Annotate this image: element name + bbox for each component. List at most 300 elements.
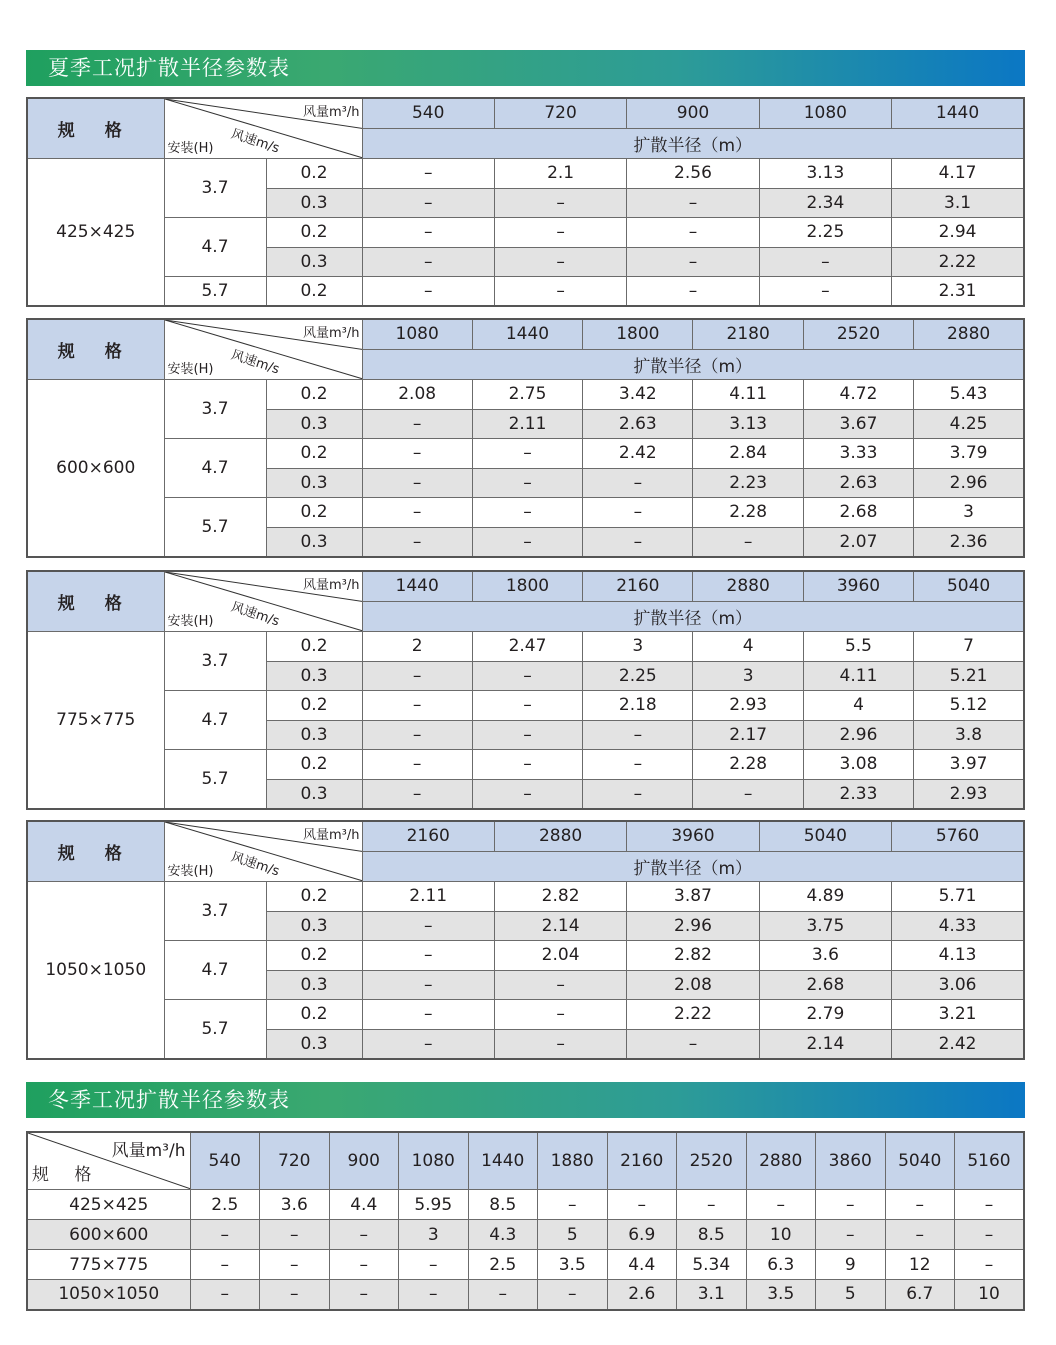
radius-value-cell: 3.13 — [693, 409, 803, 439]
winter-radius-value-cell: 4.4 — [607, 1250, 677, 1280]
install-height-cell: 5.7 — [164, 277, 266, 307]
winter-table-row — [27, 1280, 1024, 1310]
table-row — [27, 750, 1024, 780]
winter-table-row — [27, 1190, 1024, 1220]
winter-radius-value-cell: – — [260, 1250, 330, 1280]
radius-value-cell: 2.82 — [627, 941, 759, 971]
radius-value-cell: – — [362, 941, 494, 971]
radius-value-cell: 2.75 — [472, 380, 582, 410]
header-row — [27, 821, 1024, 851]
airflow-column-header: 2160 — [583, 571, 693, 601]
radius-value-cell: – — [362, 1029, 494, 1059]
radius-value-cell: – — [472, 779, 582, 809]
spec-cell: 600×600 — [27, 380, 164, 557]
radius-value-cell: – — [362, 720, 472, 750]
radius-value-cell: 2.25 — [583, 661, 693, 691]
radius-value-cell: – — [583, 779, 693, 809]
winter-radius-value-cell: 9 — [816, 1250, 886, 1280]
spec-header: 规 格 — [27, 821, 164, 882]
table-row — [27, 159, 1024, 189]
radius-value-cell: 4.17 — [892, 159, 1024, 189]
radius-value-cell: – — [494, 247, 626, 277]
radius-value-cell: 3.97 — [914, 750, 1024, 780]
radius-header: 扩散半径（m） — [362, 601, 1024, 631]
radius-value-cell: – — [693, 779, 803, 809]
radius-value-cell: – — [472, 468, 582, 498]
winter-radius-value-cell: 2.5 — [190, 1190, 260, 1220]
speed-cell: 0.2 — [266, 218, 362, 248]
radius-value-cell: 2.17 — [693, 720, 803, 750]
radius-value-cell: 2.07 — [803, 527, 913, 557]
speed-cell: 0.2 — [266, 691, 362, 721]
airflow-column-header: 720 — [494, 98, 626, 128]
winter-radius-value-cell: – — [816, 1190, 886, 1220]
winter-radius-value-cell: 2.5 — [468, 1250, 538, 1280]
install-height-cell: 3.7 — [164, 632, 266, 691]
airflow-column-header: 1800 — [583, 319, 693, 349]
radius-value-cell: – — [362, 468, 472, 498]
winter-radius-value-cell: 4.4 — [329, 1190, 399, 1220]
winter-radius-value-cell: – — [746, 1190, 816, 1220]
airflow-column-header: 5760 — [892, 821, 1024, 851]
radius-value-cell: 2.63 — [583, 409, 693, 439]
radius-value-cell: – — [362, 218, 494, 248]
winter-radius-value-cell: 3.5 — [538, 1250, 608, 1280]
radius-value-cell: – — [583, 750, 693, 780]
radius-value-cell: 3 — [914, 498, 1024, 528]
winter-radius-value-cell: 6.7 — [885, 1280, 955, 1310]
winter-radius-value-cell: – — [190, 1280, 260, 1310]
radius-value-cell: 3.08 — [803, 750, 913, 780]
table-row — [27, 498, 1024, 528]
install-height-cell: 4.7 — [164, 941, 266, 1000]
speed-label: 风速m/s — [228, 849, 281, 880]
install-height-cell: 3.7 — [164, 380, 266, 439]
airflow-column-header: 3960 — [627, 821, 759, 851]
radius-value-cell: – — [362, 527, 472, 557]
install-label: 安装(H) — [167, 141, 214, 156]
spec-cell: 775×775 — [27, 632, 164, 809]
radius-value-cell: 2.11 — [472, 409, 582, 439]
winter-radius-value-cell: 12 — [885, 1250, 955, 1280]
winter-radius-value-cell: – — [607, 1190, 677, 1220]
table-row — [27, 632, 1024, 662]
summer-table — [26, 820, 1025, 1060]
table-row — [27, 882, 1024, 912]
speed-cell: 0.3 — [266, 779, 362, 809]
radius-value-cell: 2.34 — [759, 188, 891, 218]
winter-radius-value-cell: 2.6 — [607, 1280, 677, 1310]
radius-value-cell: 4.72 — [803, 380, 913, 410]
table-row — [27, 277, 1024, 307]
radius-value-cell: – — [362, 779, 472, 809]
winter-radius-value-cell: 10 — [955, 1280, 1025, 1310]
speed-cell: 0.3 — [266, 188, 362, 218]
radius-value-cell: – — [472, 527, 582, 557]
winter-radius-value-cell: 3.5 — [746, 1280, 816, 1310]
radius-header: 扩散半径（m） — [362, 349, 1024, 379]
winter-radius-value-cell: 3.1 — [677, 1280, 747, 1310]
winter-radius-value-cell: 5.34 — [677, 1250, 747, 1280]
radius-value-cell: 3 — [693, 661, 803, 691]
header-row — [27, 98, 1024, 128]
winter-airflow-column-header: 2520 — [677, 1132, 747, 1190]
spec-header: 规 格 — [27, 98, 164, 159]
radius-value-cell: – — [362, 970, 494, 1000]
radius-value-cell: – — [472, 691, 582, 721]
radius-value-cell: – — [583, 720, 693, 750]
install-height-cell: 3.7 — [164, 882, 266, 941]
radius-value-cell: 2.63 — [803, 468, 913, 498]
winter-spec-cell: 600×600 — [27, 1220, 190, 1250]
speed-label: 风速m/s — [228, 126, 281, 157]
radius-value-cell: 2.56 — [627, 159, 759, 189]
speed-cell: 0.2 — [266, 159, 362, 189]
spec-cell: 425×425 — [27, 159, 164, 307]
radius-value-cell: 2.68 — [803, 498, 913, 528]
radius-value-cell: 2.96 — [914, 468, 1024, 498]
radius-value-cell: 2.42 — [583, 439, 693, 469]
spec-cell: 1050×1050 — [27, 882, 164, 1059]
airflow-column-header: 1440 — [892, 98, 1024, 128]
winter-airflow-column-header: 1080 — [399, 1132, 469, 1190]
winter-radius-value-cell: 4.3 — [468, 1220, 538, 1250]
radius-value-cell: 3.42 — [583, 380, 693, 410]
speed-cell: 0.2 — [266, 882, 362, 912]
winter-airflow-column-header: 900 — [329, 1132, 399, 1190]
radius-value-cell: – — [627, 247, 759, 277]
radius-value-cell: – — [494, 1000, 626, 1030]
winter-airflow-column-header: 3860 — [816, 1132, 886, 1190]
radius-value-cell: – — [759, 247, 891, 277]
winter-table-row — [27, 1250, 1024, 1280]
winter-radius-value-cell: – — [329, 1280, 399, 1310]
table-row — [27, 439, 1024, 469]
winter-radius-value-cell: – — [538, 1190, 608, 1220]
radius-value-cell: 5.43 — [914, 380, 1024, 410]
winter-radius-value-cell: – — [538, 1280, 608, 1310]
radius-value-cell: – — [627, 218, 759, 248]
radius-value-cell: – — [472, 439, 582, 469]
winter-radius-value-cell: 3 — [399, 1220, 469, 1250]
radius-value-cell: – — [494, 970, 626, 1000]
radius-value-cell: 2.36 — [914, 527, 1024, 557]
winter-radius-value-cell: – — [190, 1220, 260, 1250]
radius-value-cell: 4.89 — [759, 882, 891, 912]
radius-value-cell: – — [494, 277, 626, 307]
radius-value-cell: 5.71 — [892, 882, 1024, 912]
winter-radius-value-cell: 3.6 — [260, 1190, 330, 1220]
radius-value-cell: – — [583, 527, 693, 557]
install-height-cell: 4.7 — [164, 691, 266, 750]
radius-value-cell: 2.11 — [362, 882, 494, 912]
radius-value-cell: – — [362, 661, 472, 691]
speed-cell: 0.3 — [266, 1029, 362, 1059]
radius-value-cell: 2.94 — [892, 218, 1024, 248]
table-row — [27, 380, 1024, 410]
winter-radius-value-cell: – — [260, 1280, 330, 1310]
radius-value-cell: 5.5 — [803, 632, 913, 662]
winter-radius-value-cell: – — [329, 1250, 399, 1280]
radius-value-cell: – — [472, 720, 582, 750]
speed-cell: 0.2 — [266, 1000, 362, 1030]
speed-cell: 0.3 — [266, 661, 362, 691]
radius-value-cell: – — [362, 750, 472, 780]
winter-radius-value-cell: – — [885, 1220, 955, 1250]
winter-airflow-column-header: 2160 — [607, 1132, 677, 1190]
radius-value-cell: – — [759, 277, 891, 307]
winter-title-banner — [26, 1082, 1025, 1118]
diagonal-header — [164, 319, 362, 380]
speed-cell: 0.2 — [266, 750, 362, 780]
airflow-label: 风量m³/h — [303, 326, 360, 341]
winter-airflow-column-header: 5160 — [955, 1132, 1025, 1190]
winter-radius-value-cell: – — [955, 1250, 1025, 1280]
winter-spec-cell: 425×425 — [27, 1190, 190, 1220]
radius-value-cell: 2.18 — [583, 691, 693, 721]
summer-table — [26, 318, 1025, 558]
radius-value-cell: 2.08 — [627, 970, 759, 1000]
speed-cell: 0.3 — [266, 720, 362, 750]
spec-header: 规 格 — [27, 571, 164, 632]
radius-value-cell: 3.75 — [759, 911, 891, 941]
radius-value-cell: – — [472, 750, 582, 780]
radius-value-cell: – — [583, 498, 693, 528]
radius-value-cell: – — [627, 188, 759, 218]
radius-value-cell: 3.1 — [892, 188, 1024, 218]
radius-value-cell: – — [693, 527, 803, 557]
airflow-label: 风量m³/h — [303, 578, 360, 593]
winter-radius-value-cell: 5 — [816, 1280, 886, 1310]
airflow-column-header: 5040 — [759, 821, 891, 851]
radius-value-cell: 4.13 — [892, 941, 1024, 971]
spec-header: 规 格 — [27, 319, 164, 380]
airflow-column-header: 1800 — [472, 571, 582, 601]
speed-cell: 0.3 — [266, 247, 362, 277]
winter-radius-value-cell: 5.95 — [399, 1190, 469, 1220]
install-height-cell: 5.7 — [164, 1000, 266, 1059]
radius-value-cell: 2.23 — [693, 468, 803, 498]
table-row — [27, 691, 1024, 721]
winter-radius-value-cell: 6.3 — [746, 1250, 816, 1280]
header-row — [27, 571, 1024, 601]
winter-radius-value-cell: – — [399, 1250, 469, 1280]
radius-value-cell: – — [362, 911, 494, 941]
radius-value-cell: – — [362, 247, 494, 277]
diagonal-header — [164, 571, 362, 632]
install-height-cell: 4.7 — [164, 439, 266, 498]
winter-airflow-column-header: 540 — [190, 1132, 260, 1190]
radius-value-cell: 3.13 — [759, 159, 891, 189]
radius-value-cell: 2.33 — [803, 779, 913, 809]
radius-value-cell: – — [362, 277, 494, 307]
install-label: 安装(H) — [167, 362, 214, 377]
winter-airflow-column-header: 1880 — [538, 1132, 608, 1190]
airflow-column-header: 2520 — [803, 319, 913, 349]
winter-table-row — [27, 1220, 1024, 1250]
winter-spec-label: 规 格 — [32, 1165, 102, 1185]
winter-table — [26, 1131, 1025, 1311]
radius-value-cell: 2.28 — [693, 750, 803, 780]
speed-label: 风速m/s — [228, 347, 281, 378]
radius-value-cell: 3.6 — [759, 941, 891, 971]
radius-value-cell: – — [362, 188, 494, 218]
radius-value-cell: 3.79 — [914, 439, 1024, 469]
radius-value-cell: 2.22 — [627, 1000, 759, 1030]
radius-value-cell: 3.8 — [914, 720, 1024, 750]
radius-value-cell: 3.06 — [892, 970, 1024, 1000]
winter-radius-value-cell: – — [468, 1280, 538, 1310]
install-label: 安装(H) — [167, 614, 214, 629]
radius-value-cell: 2 — [362, 632, 472, 662]
airflow-column-header: 1080 — [362, 319, 472, 349]
speed-cell: 0.3 — [266, 468, 362, 498]
radius-value-cell: 2.28 — [693, 498, 803, 528]
winter-radius-value-cell: 10 — [746, 1220, 816, 1250]
install-height-cell: 5.7 — [164, 498, 266, 557]
radius-value-cell: 2.79 — [759, 1000, 891, 1030]
radius-value-cell: 4.11 — [693, 380, 803, 410]
airflow-column-header: 2880 — [693, 571, 803, 601]
radius-value-cell: 4.33 — [892, 911, 1024, 941]
radius-value-cell: 2.93 — [693, 691, 803, 721]
speed-cell: 0.3 — [266, 911, 362, 941]
radius-value-cell: 2.14 — [759, 1029, 891, 1059]
radius-value-cell: 2.1 — [494, 159, 626, 189]
winter-radius-value-cell: – — [885, 1190, 955, 1220]
radius-value-cell: 2.68 — [759, 970, 891, 1000]
airflow-column-header: 2880 — [494, 821, 626, 851]
install-height-cell: 3.7 — [164, 159, 266, 218]
speed-cell: 0.3 — [266, 409, 362, 439]
speed-cell: 0.3 — [266, 970, 362, 1000]
winter-radius-value-cell: 6.9 — [607, 1220, 677, 1250]
radius-value-cell: 5.21 — [914, 661, 1024, 691]
winter-radius-value-cell: 5 — [538, 1220, 608, 1250]
radius-value-cell: 2.93 — [914, 779, 1024, 809]
radius-value-cell: – — [362, 691, 472, 721]
radius-value-cell: – — [583, 468, 693, 498]
winter-radius-value-cell: 8.5 — [468, 1190, 538, 1220]
winter-radius-value-cell: – — [955, 1190, 1025, 1220]
radius-value-cell: 3.67 — [803, 409, 913, 439]
airflow-label: 风量m³/h — [303, 828, 360, 843]
summer-table — [26, 97, 1025, 307]
table-row — [27, 218, 1024, 248]
airflow-column-header: 900 — [627, 98, 759, 128]
winter-radius-value-cell: – — [816, 1220, 886, 1250]
winter-radius-value-cell: – — [190, 1250, 260, 1280]
summer-table — [26, 570, 1025, 810]
radius-value-cell: 4 — [803, 691, 913, 721]
radius-value-cell: 3 — [583, 632, 693, 662]
winter-radius-value-cell: 8.5 — [677, 1220, 747, 1250]
speed-cell: 0.2 — [266, 277, 362, 307]
speed-cell: 0.2 — [266, 380, 362, 410]
summer-title: 夏季工况扩散半径参数表 — [48, 56, 290, 80]
radius-header: 扩散半径（m） — [362, 851, 1024, 881]
radius-value-cell: – — [494, 1029, 626, 1059]
speed-cell: 0.3 — [266, 527, 362, 557]
radius-value-cell: – — [472, 661, 582, 691]
speed-cell: 0.2 — [266, 941, 362, 971]
radius-value-cell: – — [362, 409, 472, 439]
radius-value-cell: 4.11 — [803, 661, 913, 691]
radius-value-cell: 4 — [693, 632, 803, 662]
winter-airflow-column-header: 720 — [260, 1132, 330, 1190]
radius-value-cell: 2.47 — [472, 632, 582, 662]
airflow-column-header: 1440 — [472, 319, 582, 349]
radius-value-cell: – — [362, 1000, 494, 1030]
radius-value-cell: – — [494, 218, 626, 248]
radius-value-cell: 2.25 — [759, 218, 891, 248]
radius-value-cell: 3.33 — [803, 439, 913, 469]
table-row — [27, 1000, 1024, 1030]
winter-radius-value-cell: – — [260, 1220, 330, 1250]
radius-value-cell: – — [494, 188, 626, 218]
winter-airflow-column-header: 1440 — [468, 1132, 538, 1190]
table-row — [27, 941, 1024, 971]
radius-value-cell: – — [472, 498, 582, 528]
airflow-column-header: 2180 — [693, 319, 803, 349]
winter-radius-value-cell: – — [329, 1220, 399, 1250]
winter-radius-value-cell: – — [399, 1280, 469, 1310]
airflow-label: 风量m³/h — [303, 105, 360, 120]
install-height-cell: 5.7 — [164, 750, 266, 809]
airflow-column-header: 540 — [362, 98, 494, 128]
airflow-column-header: 1440 — [362, 571, 472, 601]
speed-label: 风速m/s — [228, 599, 281, 630]
radius-value-cell: 2.08 — [362, 380, 472, 410]
winter-title: 冬季工况扩散半径参数表 — [48, 1088, 290, 1112]
radius-value-cell: 2.31 — [892, 277, 1024, 307]
winter-airflow-column-header: 2880 — [746, 1132, 816, 1190]
winter-airflow-column-header: 5040 — [885, 1132, 955, 1190]
airflow-column-header: 2160 — [362, 821, 494, 851]
radius-value-cell: 7 — [914, 632, 1024, 662]
winter-radius-value-cell: – — [677, 1190, 747, 1220]
radius-value-cell: 2.96 — [803, 720, 913, 750]
radius-value-cell: 3.87 — [627, 882, 759, 912]
winter-airflow-label: 风量m³/h — [111, 1141, 186, 1161]
winter-radius-value-cell: – — [955, 1220, 1025, 1250]
speed-cell: 0.2 — [266, 498, 362, 528]
winter-header-row — [27, 1132, 1024, 1190]
diagonal-header — [164, 98, 362, 159]
summer-title-banner — [26, 50, 1025, 86]
radius-value-cell: 2.42 — [892, 1029, 1024, 1059]
speed-cell: 0.2 — [266, 632, 362, 662]
winter-diagonal-header — [27, 1132, 190, 1190]
radius-header: 扩散半径（m） — [362, 128, 1024, 158]
install-label: 安装(H) — [167, 864, 214, 879]
radius-value-cell: 2.96 — [627, 911, 759, 941]
winter-spec-cell: 1050×1050 — [27, 1280, 190, 1310]
radius-value-cell: – — [627, 277, 759, 307]
radius-value-cell: – — [362, 159, 494, 189]
winter-spec-cell: 775×775 — [27, 1250, 190, 1280]
speed-cell: 0.2 — [266, 439, 362, 469]
airflow-column-header: 5040 — [914, 571, 1024, 601]
radius-value-cell: 2.14 — [494, 911, 626, 941]
radius-value-cell: 2.82 — [494, 882, 626, 912]
radius-value-cell: 3.21 — [892, 1000, 1024, 1030]
radius-value-cell: – — [362, 439, 472, 469]
header-row — [27, 319, 1024, 349]
radius-value-cell: 2.22 — [892, 247, 1024, 277]
radius-value-cell: 5.12 — [914, 691, 1024, 721]
radius-value-cell: – — [362, 498, 472, 528]
